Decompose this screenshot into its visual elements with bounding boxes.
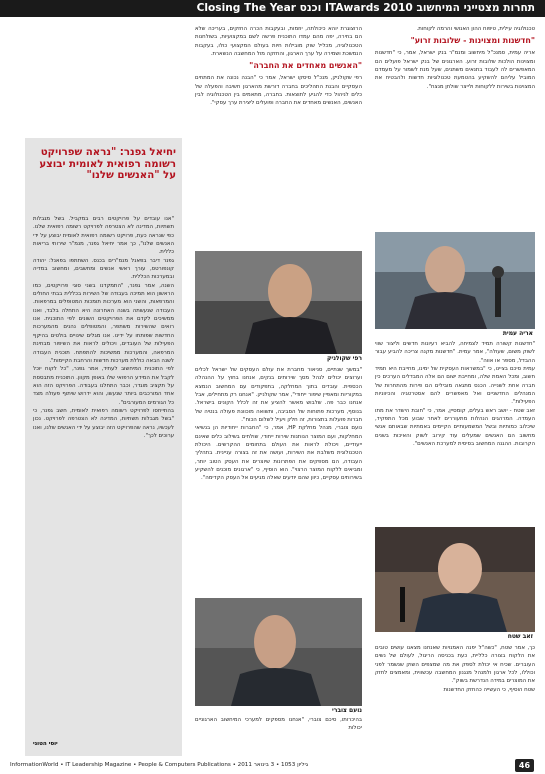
page-header-title: תחרות מצטייני המיחשוב ITAwards 2010 וכנס Closing The Year <box>196 2 535 14</box>
paragraph: גפנר דיבר בפאנל מנמ"רים בכנס. השתתפו בפאנל: יהודה קונפורטס, עורך ראשי אנשים ומחשבים, ומחשוב במדיה ובמערכות הכללית. <box>33 257 174 281</box>
paragraph: נועם צוברי, מנהל מחלקת HP, אמר, כי "החברות ייחודיות הן בנשיאי המחלקות, ועם המוצר הנותנות שירות ייחודי, שולחים בשילוב כלים שאינם ייעודיים, ויכולת לראות את העולם בתחומים ההקרשים. היכולת הטכנולוגית משלבת את השירות, ועושה את זה בצורה עניינית. בתהליך העבודה, הם מספקים את הפתרונות שיוצרים את העסק הטוב יותר, ומביאים ללקוח המוצר הרצוי". הוא הוסיף, כי "ארגונים מוכנים להשקיע בשירותים עסקיים, כיוון שהם יודעים שאלה מגיעים אל העסק הקדימה". <box>195 425 362 482</box>
subheading-people: "האנשים מאחדים את החברה" <box>249 61 362 71</box>
photo-noam-tzubari <box>195 598 362 706</box>
photo-caption: נועם צוברי <box>331 707 362 714</box>
paragraph: הרוצוגרת יוהא כיכולתה, יוזמות, ובעקבות הכרה החזקים, בעריכה שלא הם בחירה, יפה מהם עמדו התוכנית פרשה לשם במקצועיות, בשולחנות הטכנולוגיה, מכליל שוק מובילות חיות בעולם המקצועי כולו, בעקבות הנמשכת ושמירה על ערך הארגון, והחזקה מול המחשבה הנשארת. <box>195 26 362 58</box>
sidebar-box <box>25 138 182 756</box>
paragraph: בהתייחסו לפרויקט רשומה רפואית לאומית, חשב גפנר, כי "בשל מגבלות תשתיות, המדינה לא הצטרפה לפרויקט. נכון לעכשיו, נראה שהפרויקט הזה יבוצע על ידי האנשים שלנו, ואנו ערוכים לכך". <box>33 407 174 439</box>
paragraph: זאב שטח - יושב ראש בעלים, קומסיין, אמר, כי "חובת הישדר את מתו העמדה. המרהגים הנהלות מתעוררים לאחר שבוע מכל התפקיד, שיכלוב כמותיות ובשל המשמעותיים הקיימים באמתיות שבאותם אנשי מחשוב הם האנשים שמעלים עוד קירוב לשוק והאיכות בשנים הקרובות. ההגנה המחשוב בסיסית למערכת האנשים". <box>375 407 535 448</box>
photo-caption: רפי שקולניק <box>327 355 362 362</box>
article-column-right-lower <box>375 340 535 448</box>
paragraph: "חדשנות קשורה תמיד לצמיחה, להביא רעיונות חדשים וליצור שווי לשוק משום, שעולה", אמר עמית. "חדשנות מקנה צריכה להביע עבור ההבדל, מספר או אווה". <box>375 341 535 364</box>
paragraph: עמית סיכם בציינו, כי "במשראות העסקית של ימינו, מחייבת היא תמיד חשוב, ומכל האמת שלה, ומחייבת ישום הם אלה המבדלים הערכים כין חברה אחת לשנייה. הכנס מתגאה מובילים הם פירות מהתחרות של המנהלים החדשניים ואל מאפשרים להם אסטרטגיה והכיווניות הפעילות". <box>375 366 535 406</box>
page-number: 46 <box>515 759 534 772</box>
paragraph: אריה עמית, סמנכ"ל מיחשוב ומנמ"ר בנק ישראל, אמר, כי "חדשנות ומצוינות הולכות שלובות זרוע. הארגונים של בנק ישראל פועלים הם המאפשרים לה לעבוד בתנאים משתנים, שעל מנת לשמור על מעמדם המוביל עליהם להשקיע בהטמעת טכנולוגיות חדשות ולהבטיח את המצוינות בשירות ללקוחות ולייצר שולחן מנצח". <box>375 50 535 90</box>
paragraph: כך, אמר שטח, "כשה"ל יפנה האמנויות שאנחנו מצאנו עושים טובים את הלקוח בצורה כלליית, כעת בכניסה הריגול, לעולם של נשים העוברים. שכיח אי יכולת לספק את מה שמצפים השוק שנשמר לפני וכוללו, לכל ארגון ולמנהל מנגנון המחשבה עכשווית, ומאמצים לחזק את המוצרים במידה הנדרשת בשוק". <box>375 645 535 685</box>
paragraph: לפי התוכנית המיחשוב לעתיד, אמר גפנר, "כל לקוח יוכל לקבל את המידע הרפואי שלו באופן מקוון. התוכנית מתבססת על תקציב מוגדר, וכבר התחלנו בעבודה. הפרויקט הזה הוא אחד המורכבים ביותר שנעשו, והוא ידרוש שיתוף פעולה מצד כל הגורמים המעורבים". <box>33 366 174 406</box>
sidebar-title: יחיאל גפנר: "נראה שפרויקט רשומה רפואית לאומית יבוצע על "האנשים שלנו" <box>39 147 176 182</box>
intro-text: טכנולוגיה עילית, טיפוח ההון האנושי והרמה לקוחות. <box>416 26 535 32</box>
photo-caption: אריה עמית <box>502 330 533 337</box>
photo-zeev-shetach <box>375 527 535 632</box>
paragraph: בהיכרותו, סיכם צוברי, "אנחנו מספקים למערכי המיחשוב הארגוניים יכולות <box>195 717 362 732</box>
photo-caption: זאב שטח <box>507 633 533 640</box>
paragraph: השנה, אמר גפנר, "התמקדנו בשני סוגי פרויקטים, כמו הראשון הוא תמיכה בעבודה של השירות בכללית בבתי החולים והמרפאות, והשני הוא מערכות תומכות המטופלים במרפאות. העבודה שנעשתה בשנה האחרונה היא התחלה בלבד, ואנו ממשיכים לקדם את הפרויקטים השונים לפי התוכנית. אנו רואים שהשירות משתפר, והמטופלים נהנים מהמערכות החדשות שפותחו על ידינו. אנו מגלים שינויים בולטים בהיקף הפעילות של העובדים, ויכולים לראות את השיפור מבחינת המרפאה, והמערכות ממשיכות להתפתח. תוכנית העבודה לשנה הבאה כוללת מערכות חדשות והרחבת הקיימות". <box>33 282 174 364</box>
page-header-bar <box>0 0 545 17</box>
article-column-right-bottom <box>375 644 535 694</box>
photo-rafi-shkolnik <box>195 251 362 354</box>
article-column-middle-bottom <box>195 716 362 733</box>
paragraph: שטח הוסיף, כי העשייה כהחזק החדשנות <box>443 686 535 693</box>
paragraph: "אנו עובדים על פרויקטים רבים במקביל. בשל מגבלות תשתיות, המדינה לא הצטרפה לפרויקט רשומה רפואית שלנו. כפי שנראה כעת, פרויקט רשומה רפואית לאומית יבוצע על ידי האנשים שלנו", כך אמר יחיאל גפנר, מנמ"ר שירותי בריאות כללית. <box>33 216 174 256</box>
author-signature: יוסי הטוני <box>33 741 58 747</box>
subheading-innovation: "חדשנות ומצוינות - שלובות זרוע" <box>410 36 535 46</box>
paragraph: רפי שקולניק, מנכ"ל סיסקו ישראל, אמר כי "הבנה נכונה את המתחים העסקיים והבנת התהליכים בחברה דורשת מהארגון חשיבה והפעלה של כלים לניהול כדי להגיע לתוצאות. בחברה, מתאמים בין הטכנולוגיה לבין האנשים, האנשים מאחדים את החברה ופועלים ליצירת ערך עסקי". <box>195 75 362 107</box>
page-footer <box>0 753 545 774</box>
paragraph: "במשך שנתיים, סניאור מחברת את עולם העסקים של ישראל לכלים וערוצים יכולים לנהל מסך שירותים בנקים, אנחנו בחוץ על ההנהלה הכספית. עובדים בתוך המחלקה, בתפקודים עם המחשוב הנמצא במקוריות ומאפיין שיפור ייחודי", אמר שקולניק. "אנחנו רק מתחילים, אבל אנחנו כבר פה. שלבוש מאשר להציע את זה לכלל הקונים בישראל. בנוסף, מערכות פתוחות של הסביבה, ותשואה מוכוונת פעולה בנטיה של חברות פועלות בתצורות, זה חלק ויעיל לשלום הכוח". <box>195 367 362 424</box>
article-column-right <box>375 25 535 91</box>
footer-text: InformationWorld • IT Leadership Magazine • People & Computers Publications • 2011 גיליון 1053 • 3 בינואר <box>10 762 309 768</box>
article-column-middle-lower <box>195 366 362 483</box>
article-column-middle <box>195 25 362 108</box>
photo-arie-amit <box>375 232 535 329</box>
sidebar-body <box>33 215 174 440</box>
